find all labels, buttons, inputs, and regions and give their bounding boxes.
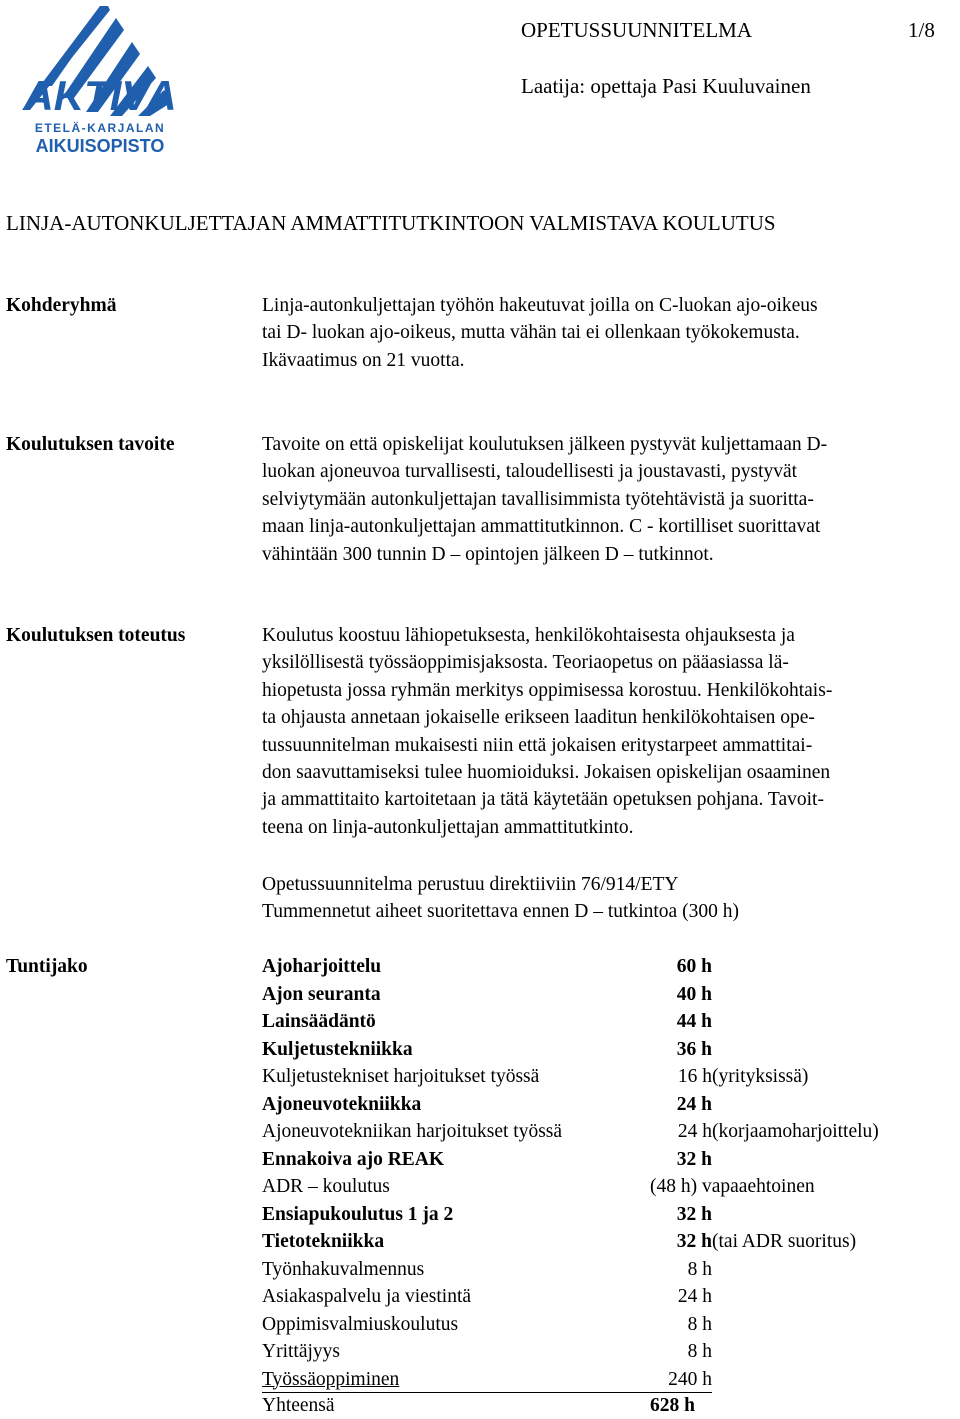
hours-row-hours: 24 h: [676, 1093, 712, 1115]
hours-row-subject: Työnhakuvalmennus: [262, 1258, 425, 1280]
logo-wordmark: AKTIVA: [23, 72, 177, 119]
hours-row-subject: Yrittäjyys: [262, 1341, 340, 1362]
hours-row-hours: 8 h: [687, 1258, 712, 1280]
hours-row-subject: Asiakaspalvelu ja viestintä: [262, 1286, 472, 1307]
hours-row-note: (yrityksissä): [712, 1066, 809, 1087]
text-line: yksilöllisestä työssäoppimisjaksosta. Teoriaopetus on pääasiassa lä-: [262, 652, 789, 674]
hours-row-hours: 32 h: [676, 1148, 712, 1170]
hours-row-hours: 24 h: [677, 1286, 712, 1307]
section-label-kohderyhma: Kohderyhmä: [6, 295, 117, 316]
hours-row-hours: 16 h: [677, 1066, 712, 1087]
text-line: vähintään 300 tunnin D – opintojen jälkeen D – tutkinnot.: [262, 543, 714, 565]
hours-row-subject: Tietotekniikka: [262, 1231, 385, 1252]
text-line: Linja-autonkuljettajan työhön hakeutuvat joilla on C-luokan ajo-oikeus: [262, 295, 818, 316]
hours-row-subject: Lainsäädäntö: [262, 1011, 376, 1032]
hours-row-hours: 32 h: [676, 1231, 712, 1252]
section-text-tavoite: [262, 431, 952, 568]
text-line: tussuunnitelman mukaisesti niin että jokaisen eritystarpeet ammattitai-: [262, 734, 813, 756]
text-line: don saavuttamiseksi tulee huomioiduksi. Jokaisen opiskelijan osaaminen: [262, 762, 831, 784]
text-line: hiopetusta jossa ryhmän merkitys oppimisessa korostuu. Henkilökohtais-: [262, 679, 833, 701]
text-line: teena on linja-autonkuljettajan ammattitutkinto.: [262, 816, 634, 838]
text-line: Koulutus koostuu lähiopetuksesta, henkilökohtaisesta ohjauksesta ja: [262, 625, 795, 646]
section-notes-toteutus: [262, 871, 952, 926]
section-text-toteutus: [262, 622, 952, 841]
total-divider: [262, 1392, 712, 1393]
hours-row-hours: 36 h: [676, 1038, 712, 1060]
hours-row-subject: Oppimisvalmiuskoulutus: [262, 1313, 459, 1335]
hours-row-hours: 44 h: [676, 1011, 712, 1032]
hours-row-hours: 240 h: [668, 1368, 712, 1390]
hours-row-subject: Kuljetustekniset harjoitukset työssä: [262, 1066, 540, 1087]
hours-row-note: (tai ADR suoritus): [712, 1231, 857, 1252]
hours-row-subject: Ajon seuranta: [262, 983, 381, 1005]
hours-row-hours: 8 h: [687, 1341, 712, 1362]
hours-row-hours: (48 h) vapaaehtoinen: [650, 1176, 815, 1197]
text-line: maan linja-autonkuljettajan ammattitutkinnon. C - kortilliset suorittavat: [262, 516, 821, 538]
author: Laatija: opettaja Pasi Kuuluvainen: [521, 74, 811, 98]
page-title: LINJA-AUTONKULJETTAJAN AMMATTITUTKINTOON VALMISTAVA KOULUTUS: [6, 211, 776, 235]
hours-row-note: (korjaamoharjoittelu): [712, 1121, 879, 1142]
text-line: Ikävaatimus on 21 vuotta.: [262, 349, 465, 371]
hours-row-subject: Työssäoppiminen: [262, 1368, 400, 1390]
hours-row-hours: 32 h: [676, 1203, 712, 1225]
section-text-kohderyhma: [262, 292, 952, 374]
note-line: Opetussuunnitelma perustuu direktiiviin 76/914/ETY: [262, 874, 679, 895]
hours-row-subject: Ennakoiva ajo REAK: [262, 1148, 445, 1170]
hours-row-subject: ADR – koulutus: [262, 1176, 390, 1197]
note-line: Tummennetut aiheet suoritettava ennen D – tutkintoa (300 h): [262, 901, 739, 923]
hours-row-hours: 60 h: [676, 956, 712, 977]
text-line: luokan ajoneuvoa turvallisesti, taloudellisesti ja joustavasti, pystyvät: [262, 461, 798, 483]
text-line: tai D- luokan ajo-oikeus, mutta vähän tai ei ollenkaan työkokemusta.: [262, 322, 800, 344]
hours-row-subject: Ajoharjoittelu: [262, 956, 382, 977]
hours-row-hours: 24 h: [677, 1121, 712, 1142]
hours-row-subject: Ajoneuvotekniikka: [262, 1093, 422, 1115]
hours-row-subject: Kuljetustekniikka: [262, 1038, 413, 1060]
total-hours: 628 h: [650, 1395, 695, 1416]
text-line: ja ammattitaito kartoitetaan ja tätä käytetään opetuksen pohjana. Tavoit-: [262, 789, 824, 811]
text-line: ta ohjausta annetaan jokaiselle erikseen laaditun henkilökohtaisen ope-: [262, 707, 815, 729]
hours-row-hours: 8 h: [687, 1313, 712, 1335]
page-number: 1/8: [908, 18, 935, 42]
aktiva-logo: [22, 6, 182, 156]
total-label: Yhteensä: [262, 1395, 335, 1416]
logo-org-line2: AIKUISOPISTO: [35, 136, 165, 156]
hours-row-subject: Ajoneuvotekniikan harjoitukset työssä: [262, 1121, 563, 1142]
text-line: Tavoite on että opiskelijat koulutuksen jälkeen pystyvät kuljettamaan D-: [262, 434, 828, 455]
logo-org-line1: ETELÄ-KARJALAN: [34, 121, 166, 135]
hours-row-subject: Ensiapukoulutus 1 ja 2: [262, 1203, 454, 1225]
section-label-tuntijako: Tuntijako: [6, 956, 88, 977]
section-label-toteutus: Koulutuksen toteutus: [6, 625, 186, 646]
doc-type: OPETUSSUUNNITELMA: [521, 18, 752, 42]
text-line: selviytymään autonkuljettajan tavallisimmista työtehtävistä ja suoritta-: [262, 488, 814, 510]
hours-row-hours: 40 h: [676, 983, 712, 1005]
section-label-tavoite: Koulutuksen tavoite: [6, 434, 175, 455]
